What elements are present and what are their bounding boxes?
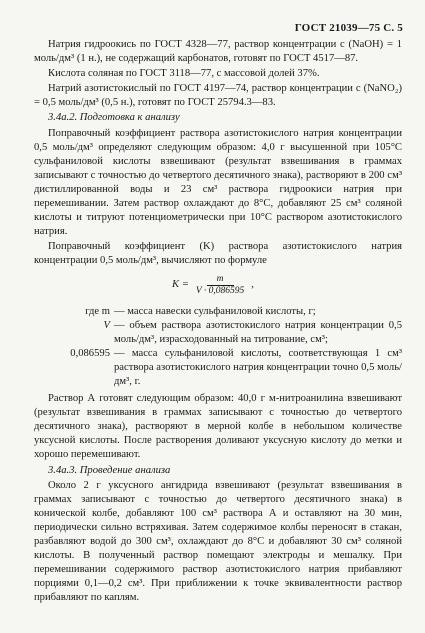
formula-k <box>172 274 402 297</box>
definition-row <box>34 347 402 389</box>
formula-numerator: m <box>207 274 234 286</box>
definition-text: — масса навески сульфаниловой кислоты, г; <box>114 305 316 317</box>
formula-tail: , <box>251 278 254 290</box>
definition-symbol: где m <box>85 305 110 317</box>
definition-row <box>34 319 402 347</box>
page-header: ГОСТ 21039—75 С. 5 <box>294 22 403 34</box>
definitions-list <box>34 305 402 390</box>
paragraph-hydrochloric-acid: Кислота соляная по ГОСТ 3118—77, с массовой долей 37%. <box>48 68 320 80</box>
paragraph-procedure: Около 2 г уксусного ангидрида взвешивают (результат взвешивания в граммах записывают с точностью до четвертого десятичного знака) в конической колбе, добавляют 100 см³ раствора А и оставляют на 30 мин, периодически сильно встряхивая. Затем содержимое колбы переносят в стакан, разбавляют водой до 300 см³, охлаждают до 8°С и добавляют 30 см³ соляной кислоты. В полученный раствор помещают электроды и мешалку. При перемешивании содержимого раствор азотистокислого натрия прибавляют порциями 0,1—0,2 см³. При приближении к точке эквивалентности раствор прибавляют по каплям. <box>34 479 402 604</box>
formula-denominator: V · 0,086595 <box>195 285 245 296</box>
paragraph-sodium-nitrite: Натрий азотистокислый по ГОСТ 4197—74, раствор концентрации с (NaNO₂) = 0,5 моль/дм³ (0,5 н.), готовят по ГОСТ 25794.3—83. <box>34 83 402 109</box>
definition-text: — объем раствора азотистокислого натрия концентрации 0,5 моль/дм³, израсходованный на титрование, см³; <box>114 319 402 345</box>
section-title-procedure: 3.4а.3. Проведение анализа <box>48 464 171 476</box>
definition-symbol: V <box>103 319 110 331</box>
paragraph-solution-a: Раствор А готовят следующим образом: 40,0 г м-нитроанилина взвешивают (результат взвешивания в граммах записывают с точностью до четвертого десятичного знака), растворяют в мерной колбе в небольшом количестве уксусной кислоты. После растворения доливают уксусную кислоту до метки и хорошо перемешивают. <box>34 393 402 461</box>
formula-fraction <box>192 274 248 297</box>
paragraph-sodium-hydroxide: Натрия гидроокись по ГОСТ 4328—77, раствор концентрации с (NaOH) = 1 моль/дм³ (1 н.), не содержащий карбонатов, готовят по ГОСТ 4517—87. <box>34 39 402 65</box>
paragraph-formula-intro: Поправочный коэффициент (K) раствора азотистокислого натрия концентрации 0,5 моль/дм³, вычисляют по формуле <box>34 241 402 267</box>
definition-text: — масса сульфаниловой кислоты, соответствующая 1 см³ раствора азотистокислого натрия концентрации точно 0,5 моль/дм³, г. <box>114 347 402 387</box>
document-body <box>34 38 402 606</box>
definition-symbol: 0,086595 <box>70 347 110 359</box>
formula-lhs: K = <box>172 278 189 290</box>
section-title-preparation: 3.4а.2. Подготовка к анализу <box>48 112 180 124</box>
paragraph-correction-factor: Поправочный коэффициент раствора азотистокислого натрия концентрации 0,5 моль/дм³ определяют следующим образом: 4,0 г высушенной при 105°С сульфаниловой кислоты взвешивают (результат взвешивания в граммах записывают с точностью до четвертого десятичного знака), растворяют в 200 см³ дистиллированной воды и 23 см³ раствора гидроокиси натрия при перемешивании. Затем раствор охлаждают до 8°С, добавляют 25 см³ соляной кислоты и титруют потенциометрически при 10°С раствором азотистокислого натрия. <box>34 127 402 238</box>
definition-row <box>34 305 402 319</box>
